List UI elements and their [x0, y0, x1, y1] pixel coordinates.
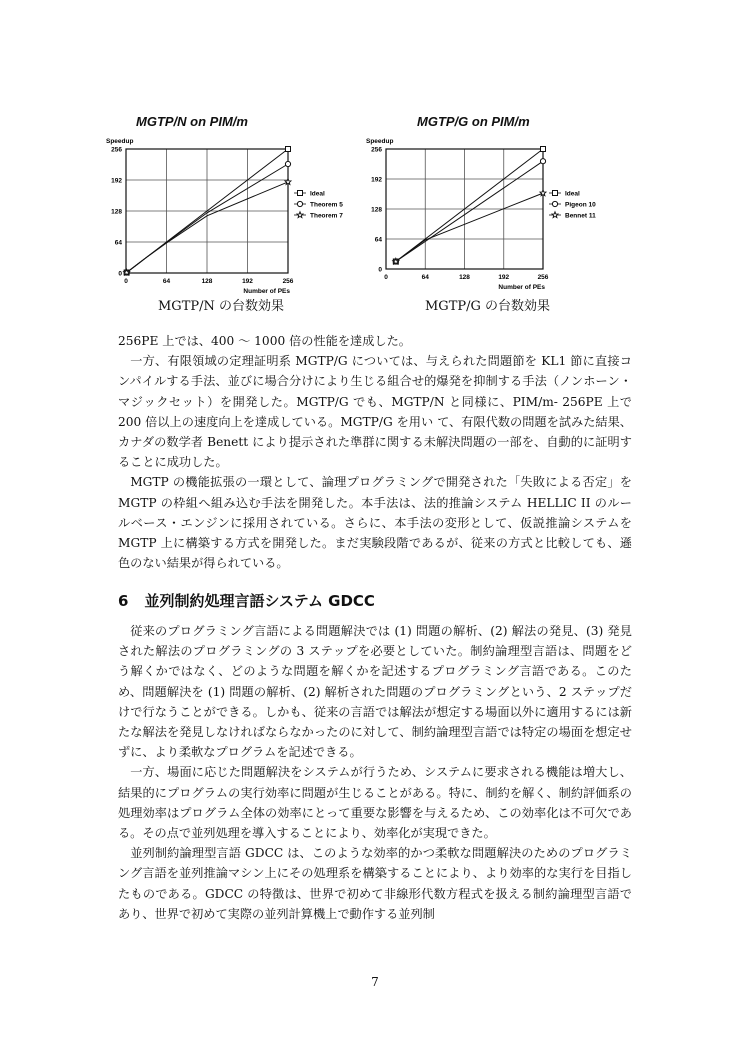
legend-marker [553, 191, 558, 196]
body-text-after [118, 621, 632, 924]
paragraph: 一方、有限領域の定理証明系 MGTP/G については、与えられた問題節を KL1 節に直接コンパイルする手法、並びに場合分けにより生じる組合せ的爆発を抑制する手法（ノンホーン・マジックセット）を開発した。MGTP/G でも、MGTP/N と同様に、PIM/m- 256PE 上で 200 倍以上の速度向上を達成している。MGTP/G を用い て、有限代数の問題を試みた結果、カナダの数学者 Benett により提示された準群に関する未解決問題の一部を、自動的に証明することに成功した。 [118, 354, 632, 470]
series-line-bennet-11 [396, 193, 543, 261]
y-tick-label: 256 [371, 146, 382, 154]
x-tick-label: 256 [537, 274, 549, 281]
legend-marker [552, 212, 558, 218]
data-point [540, 159, 545, 164]
y-tick-label: 192 [371, 176, 382, 184]
data-point [540, 190, 546, 196]
legend-marker [297, 212, 303, 218]
data-point [285, 161, 290, 166]
x-tick-label: 256 [282, 278, 294, 285]
figure-mgtp-g [355, 108, 625, 323]
section-title: 並列制約処理言語システム GDCC [144, 592, 375, 610]
x-tick-label: 128 [459, 274, 470, 281]
y-tick-label: 256 [111, 146, 122, 154]
figure-caption: MGTP/G の台数効果 [425, 299, 551, 314]
figure-caption: MGTP/N の台数効果 [158, 299, 285, 314]
page-number: 7 [371, 975, 379, 989]
data-point [285, 179, 291, 185]
y-axis-label: Speedup [106, 138, 134, 145]
legend-label: Bennet 11 [565, 212, 596, 220]
chart-mgtp-g [355, 132, 625, 322]
x-tick-label: 0 [384, 274, 388, 281]
series-line-ideal [396, 149, 543, 262]
series-line-pigeon-10 [396, 161, 543, 261]
section-number: 6 [118, 592, 129, 610]
x-axis-label: Number of PEs [243, 288, 290, 295]
x-tick-label: 64 [162, 278, 171, 285]
data-point [541, 147, 546, 152]
section-heading [118, 590, 375, 611]
legend-marker [297, 201, 302, 206]
paragraph: 256PE 上では、400 ～ 1000 倍の性能を達成した。 [118, 334, 411, 348]
legend-marker [298, 191, 303, 196]
y-tick-label: 64 [114, 239, 122, 247]
y-tick-label: 0 [118, 270, 122, 278]
legend-label: Theorem 7 [310, 212, 343, 220]
y-tick-label: 192 [111, 177, 122, 185]
chart-title: MGTP/N on PIM/m [136, 114, 248, 129]
chart-title: MGTP/G on PIM/m [417, 114, 530, 129]
legend-label: Pigeon 10 [565, 201, 596, 209]
paragraph: 一方、場面に応じた問題解決をシステムが行うため、システムに要求される機能は増大し、結果的にプログラムの実行効率に問題が生じることがある。特に、制約を解く、制約評価系の処理効率はプログラム全体の効率にとって重要な影響を与えるため、この効率化は不可欠である。その点で並列処理を導入することにより、効率化が実現できた。 [118, 765, 632, 841]
y-tick-label: 64 [374, 236, 382, 244]
legend-marker [552, 201, 557, 206]
x-tick-label: 192 [498, 274, 510, 281]
x-tick-label: 64 [421, 274, 429, 281]
paragraph: 従来のプログラミング言語による問題解決では (1) 問題の解析、(2) 解法の発見、(3) 発見された解法のプログラミングの 3 ステップを必要としていた。制約論理型言語は、問題をどう解くかではなく、どのような問題を解くかを記述するプログラミング言語である。このため、問題解決を (1) 問題の解析、(2) 解析された問題のプログラミングという、2 ステップだけで行なうことができる。しかも、従来の言語では解法が想定する場面以外に適用するには新たな解法を発見しなければならなかったのに対して、制約論理型言語では特定の場面を想定せずに、より柔軟なプログラムを記述できる。 [118, 624, 632, 760]
y-tick-label: 128 [111, 208, 122, 216]
paragraph: MGTP の機能拡張の一環として、論理プログラミングで開発された「失敗による否定」を MGTP の枠組へ組み込む手法を開発した。本手法は、法的推論システム HELLIC II のルールベース・エンジンに採用されている。さらに、本手法の変形として、仮説推論システムを MGTP 上に構築する方式を開発した。まだ実験段階であるが、従来の方式と比較しても、遜色のない結果が得られている。 [118, 475, 632, 571]
y-axis-label: Speedup [366, 138, 394, 145]
legend-label: Theorem 5 [310, 201, 343, 209]
data-point [286, 147, 291, 152]
x-tick-label: 0 [124, 278, 128, 285]
x-tick-label: 192 [242, 278, 253, 285]
paragraph: 並列制約論理型言語 GDCC は、このような効率的かつ柔軟な問題解決のためのプログラミング言語を並列推論マシン上にその処理系を構築することにより、より効率的な実行を目指したものである。GDCC の特徴は、世界で初めて非線形代数方程式を扱える制約論理型言語であり、世界で初めて実際の並列計算機上で動作する並列制 [118, 846, 632, 921]
y-tick-label: 0 [378, 266, 382, 274]
x-tick-label: 128 [201, 278, 213, 285]
x-axis-label: Number of PEs [498, 284, 545, 291]
legend-label: Ideal [565, 190, 580, 198]
y-tick-label: 128 [371, 206, 382, 214]
body-text-before [118, 331, 632, 573]
chart-mgtp-n [100, 132, 360, 322]
legend-label: Ideal [310, 190, 325, 198]
figure-mgtp-n [100, 108, 360, 323]
